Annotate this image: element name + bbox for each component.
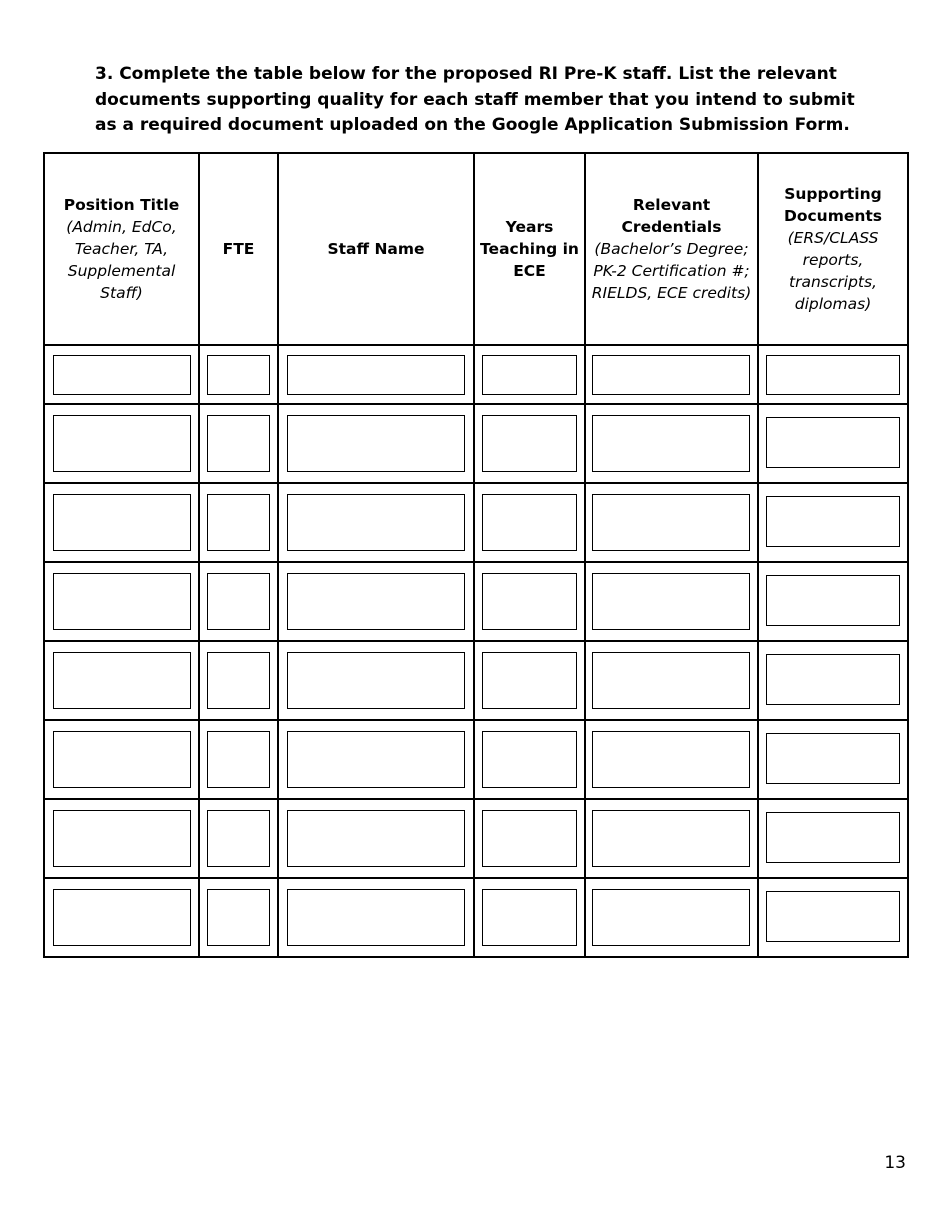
table-cell	[585, 641, 758, 720]
table-cell	[199, 483, 278, 562]
table-row	[44, 641, 908, 720]
table-cell	[199, 562, 278, 641]
credentials-field[interactable]	[592, 810, 750, 867]
fte-field[interactable]	[207, 415, 270, 472]
column-header-years-teaching	[474, 153, 585, 345]
credentials-field[interactable]	[592, 731, 750, 788]
table-cell	[585, 720, 758, 799]
column-title: Relevant Credentials	[621, 196, 722, 236]
staff-name-field[interactable]	[287, 494, 465, 551]
table-cell	[199, 404, 278, 483]
staff-name-field[interactable]	[287, 731, 465, 788]
page-number: 13	[884, 1153, 906, 1173]
column-header-fte	[199, 153, 278, 345]
table-row	[44, 483, 908, 562]
table-cell	[758, 720, 908, 799]
credentials-field[interactable]	[592, 889, 750, 946]
table-cell	[758, 878, 908, 957]
column-header-relevant-credentials	[585, 153, 758, 345]
position-title-field[interactable]	[53, 731, 191, 788]
column-header-position-title	[44, 153, 199, 345]
years-teaching-field[interactable]	[482, 731, 577, 788]
years-teaching-field[interactable]	[482, 810, 577, 867]
staff-name-field[interactable]	[287, 810, 465, 867]
table-cell	[758, 562, 908, 641]
table-cell	[44, 562, 199, 641]
column-title: FTE	[222, 240, 255, 258]
table-cell	[44, 345, 199, 404]
table-cell	[758, 641, 908, 720]
table-cell	[758, 799, 908, 878]
staff-name-field[interactable]	[287, 415, 465, 472]
table-cell	[278, 483, 474, 562]
supporting-documents-field[interactable]	[766, 733, 900, 784]
position-title-field[interactable]	[53, 355, 191, 395]
table-cell	[44, 799, 199, 878]
table-cell	[474, 483, 585, 562]
credentials-field[interactable]	[592, 415, 750, 472]
instructions-text: 3. Complete the table below for the proposed RI Pre-K staff. List the relevant documents supporting quality for each staff member that you intend to submit as a required document uploaded on the Google Application Submission Form.	[95, 64, 855, 135]
table-cell	[278, 720, 474, 799]
staff-name-field[interactable]	[287, 573, 465, 630]
credentials-field[interactable]	[592, 652, 750, 709]
table-cell	[585, 345, 758, 404]
table-cell	[474, 404, 585, 483]
table-cell	[758, 404, 908, 483]
table-cell	[278, 404, 474, 483]
table-cell	[278, 562, 474, 641]
table-row	[44, 878, 908, 957]
table-cell	[585, 483, 758, 562]
table-cell	[278, 799, 474, 878]
column-header-staff-name	[278, 153, 474, 345]
table-cell	[585, 562, 758, 641]
supporting-documents-field[interactable]	[766, 417, 900, 468]
supporting-documents-field[interactable]	[766, 496, 900, 547]
credentials-field[interactable]	[592, 494, 750, 551]
table-cell	[758, 345, 908, 404]
fte-field[interactable]	[207, 355, 270, 395]
table-cell	[474, 562, 585, 641]
table-cell	[278, 878, 474, 957]
fte-field[interactable]	[207, 573, 270, 630]
column-note: (Bachelor’s Degree; PK-2 Certification #; RIELDS, ECE credits)	[591, 240, 752, 302]
position-title-field[interactable]	[53, 573, 191, 630]
supporting-documents-field[interactable]	[766, 575, 900, 626]
fte-field[interactable]	[207, 652, 270, 709]
column-title: Supporting Documents	[783, 185, 883, 225]
table-cell	[758, 483, 908, 562]
table-cell	[474, 878, 585, 957]
header-row	[44, 153, 908, 345]
fte-field[interactable]	[207, 731, 270, 788]
fte-field[interactable]	[207, 494, 270, 551]
table-cell	[44, 720, 199, 799]
credentials-field[interactable]	[592, 573, 750, 630]
years-teaching-field[interactable]	[482, 889, 577, 946]
table-cell	[474, 720, 585, 799]
table-cell	[44, 483, 199, 562]
staff-table	[43, 152, 909, 958]
table-cell	[44, 404, 199, 483]
table-row	[44, 562, 908, 641]
table-cell	[44, 641, 199, 720]
years-teaching-field[interactable]	[482, 652, 577, 709]
table-cell	[474, 345, 585, 404]
table-cell	[585, 799, 758, 878]
table-cell	[199, 878, 278, 957]
years-teaching-field[interactable]	[482, 355, 577, 395]
table-row	[44, 720, 908, 799]
column-title: Position Title	[63, 196, 180, 214]
table-cell	[44, 878, 199, 957]
position-title-field[interactable]	[53, 810, 191, 867]
supporting-documents-field[interactable]	[766, 355, 900, 395]
column-note: (ERS/CLASS reports, transcripts, diplomas)	[787, 229, 879, 313]
table-cell	[585, 878, 758, 957]
table-body	[44, 345, 908, 957]
position-title-field[interactable]	[53, 415, 191, 472]
position-title-field[interactable]	[53, 494, 191, 551]
supporting-documents-field[interactable]	[766, 654, 900, 705]
table-cell	[278, 641, 474, 720]
table-cell	[585, 404, 758, 483]
column-note: (Admin, EdCo, Teacher, TA, Supplemental Staff)	[66, 218, 177, 302]
table-row	[44, 799, 908, 878]
position-title-field[interactable]	[53, 889, 191, 946]
table-cell	[474, 799, 585, 878]
position-title-field[interactable]	[53, 652, 191, 709]
table-cell	[199, 720, 278, 799]
table-cell	[278, 345, 474, 404]
years-teaching-field[interactable]	[482, 494, 577, 551]
column-title: Staff Name	[327, 240, 425, 258]
table-cell	[199, 345, 278, 404]
table-row	[44, 345, 908, 404]
supporting-documents-field[interactable]	[766, 891, 900, 942]
table-cell	[199, 641, 278, 720]
table-row	[44, 404, 908, 483]
years-teaching-field[interactable]	[482, 573, 577, 630]
table-cell	[199, 799, 278, 878]
fte-field[interactable]	[207, 889, 270, 946]
column-header-supporting-documents	[758, 153, 908, 345]
credentials-field[interactable]	[592, 355, 750, 395]
table-cell	[474, 641, 585, 720]
supporting-documents-field[interactable]	[766, 812, 900, 863]
column-title: Years Teaching in ECE	[480, 218, 579, 280]
staff-name-field[interactable]	[287, 889, 465, 946]
fte-field[interactable]	[207, 810, 270, 867]
years-teaching-field[interactable]	[482, 415, 577, 472]
staff-name-field[interactable]	[287, 652, 465, 709]
staff-name-field[interactable]	[287, 355, 465, 395]
